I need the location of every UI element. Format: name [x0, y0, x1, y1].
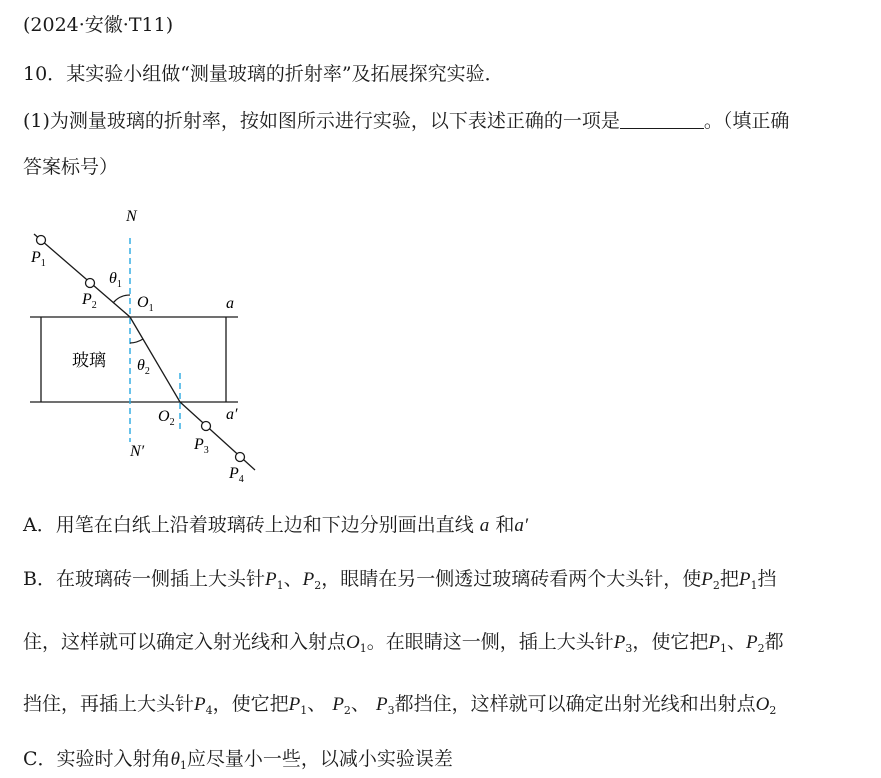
label-P2: $P_2$ [82, 291, 97, 311]
stem-text: 某实验小组做“测量玻璃的折射率”及拓展探究实验． [66, 63, 504, 85]
label-P3: $P_3$ [194, 436, 209, 456]
source-tag: (2024·安徽·T11) [23, 14, 174, 36]
pin-P4 [236, 453, 245, 462]
pin-P1 [37, 236, 46, 245]
label-theta2: $\theta_2$ [137, 357, 150, 377]
option-A-var-a: a [479, 515, 490, 536]
option-A-text: 用笔在白纸上沿着玻璃砖上边和下边分别画出直线 [55, 514, 474, 536]
label-a: a [226, 295, 234, 312]
refraction-diagram [0, 195, 300, 495]
option-A-var-a-prime: a′ [514, 515, 529, 536]
pin-P2 [86, 279, 95, 288]
part1-text: (1)为测量玻璃的折射率，按如图所示进行实验，以下表述正确的一项是 [23, 110, 620, 132]
label-glass: 玻璃 [72, 351, 106, 370]
option-A-label: A． [23, 514, 56, 536]
option-B-label: B． [23, 568, 56, 590]
option-A-and: 和 [495, 514, 515, 536]
label-P4: $P_4$ [229, 465, 244, 485]
option-B-line1: B．在玻璃砖一侧插上大头针$P_1$、$P_2$，眼睛在另一侧透过玻璃砖看两个大头针，使$P_2$把$P_1$挡 [23, 568, 777, 592]
label-N-prime: N′ [130, 443, 145, 460]
label-P1: $P_1$ [31, 249, 46, 269]
label-theta1: $\theta_1$ [109, 270, 122, 290]
option-B-line3: 挡住，再插上大头针$P_4$，使它把$P_1$、 $P_2$、 $P_3$都挡住，这样就可以确定出射光线和出射点$O_2$ [23, 693, 777, 717]
option-B-line2: 住，这样就可以确定入射光线和入射点$O_1$。在眼睛这一侧，插上大头针$P_3$，使它把$P_1$、$P_2$都 [23, 631, 784, 655]
part1-suffix: 。（填正确 [703, 110, 790, 132]
label-N: N [126, 208, 137, 225]
option-A [23, 513, 528, 538]
question-number: 10． [23, 63, 67, 85]
part1-continuation: 答案标号） [23, 156, 119, 178]
theta2-arc [130, 339, 143, 343]
part1-prompt [23, 109, 789, 133]
theta1-arc [113, 295, 130, 303]
question-stem [23, 62, 504, 86]
pin-P3 [202, 422, 211, 431]
answer-blank[interactable] [620, 110, 704, 129]
option-C-label: C． [23, 748, 57, 770]
label-O2: $O_2$ [158, 408, 175, 428]
label-O1: $O_1$ [137, 294, 154, 314]
label-a-prime: a′ [226, 406, 238, 423]
option-C: C．实验时入射角$\theta_1$应尽量小一些，以减小实验误差 [23, 748, 453, 772]
